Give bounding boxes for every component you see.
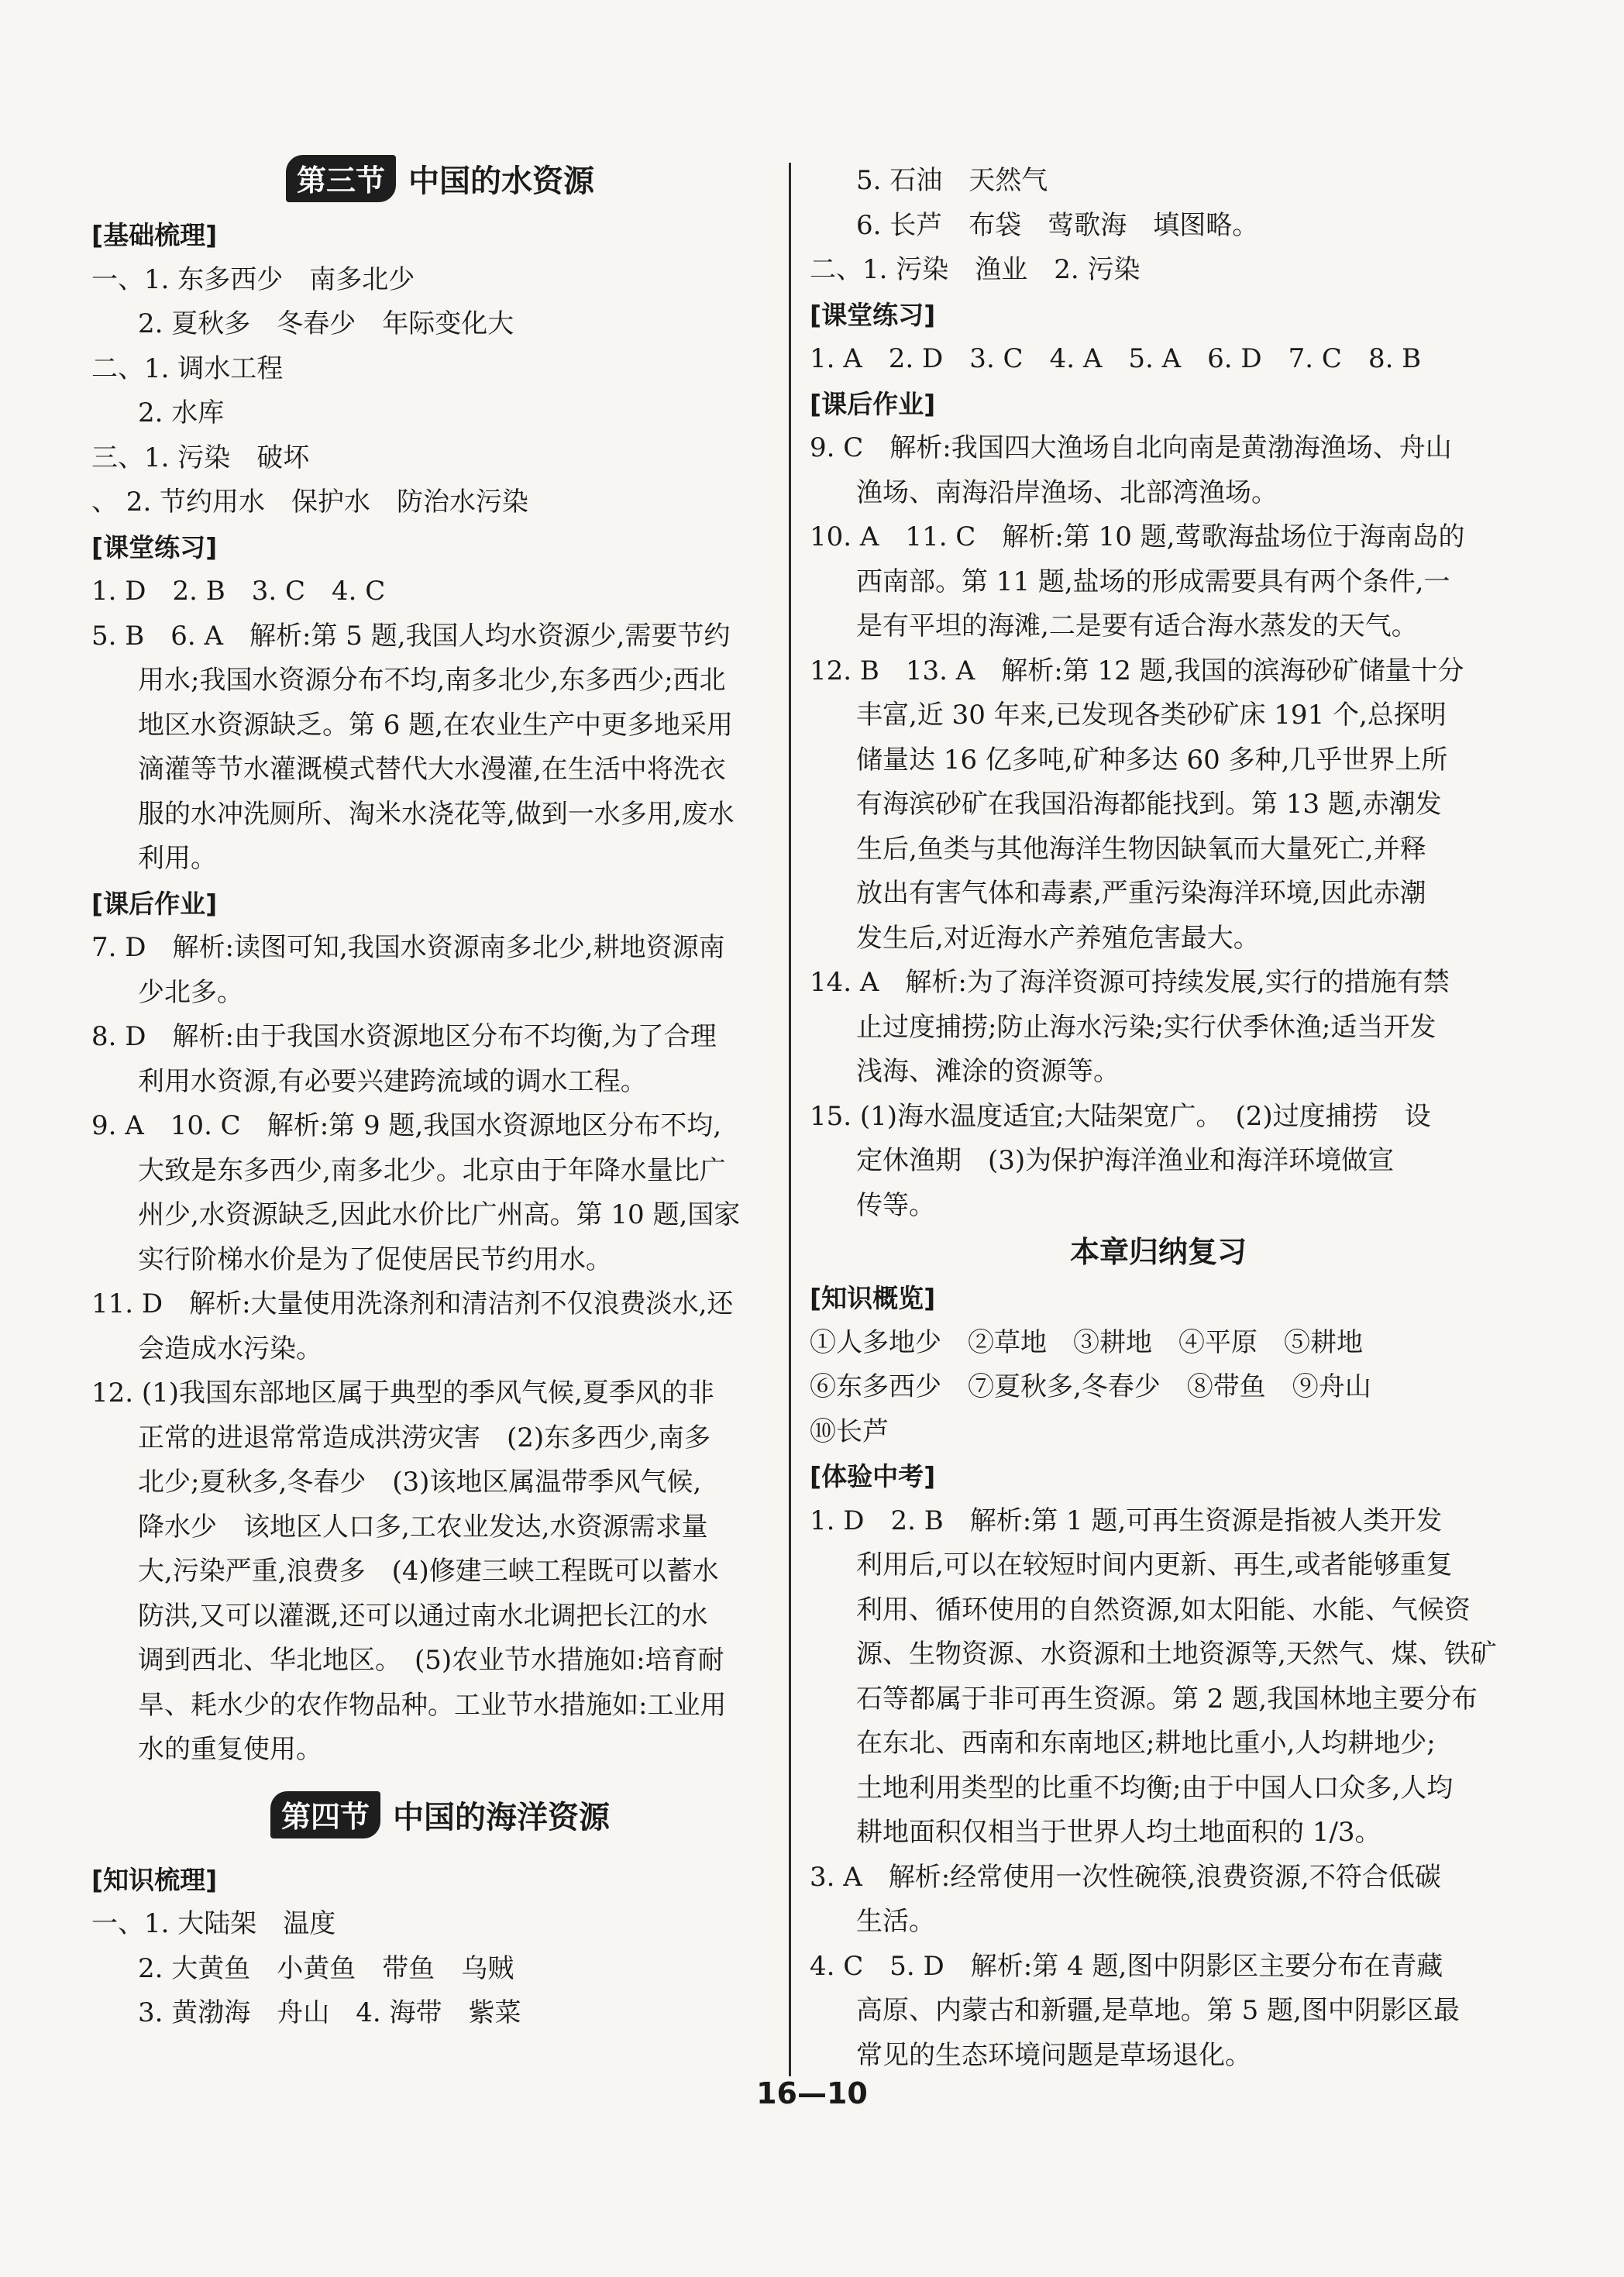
answer-line: 耕地面积仅相当于世界人均土地面积的 1/3。 [856, 1817, 1381, 1848]
answer-line: 1. D 2. B 解析:第 1 题,可再生资源是指被人类开发 [810, 1505, 1443, 1536]
class-practice-label: [课堂练习] [810, 299, 936, 330]
answer-line: 源、生物资源、水资源和土地资源等,天然气、煤、铁矿 [856, 1639, 1497, 1670]
answer-line: 15. (1)海水温度适宜;大陆架宽广。 (2)过度捕捞 设 [810, 1100, 1431, 1132]
answer-line: 地区水资源缺乏。第 6 题,在农业生产中更多地采用 [138, 709, 734, 741]
answer-line: 2. 大黄鱼 小黄鱼 带鱼 乌贼 [138, 1952, 514, 1984]
answer-line: ⑩长芦 [810, 1415, 889, 1447]
answer-line: ①人多地少 ②草地 ③耕地 ④平原 ⑤耕地 [810, 1326, 1363, 1358]
answer-line: 生后,鱼类与其他海洋生物因缺氧而大量死亡,并释 [856, 833, 1426, 865]
answer-line: 浅海、滩涂的资源等。 [856, 1056, 1120, 1087]
answer-line: 9. C 解析:我国四大渔场自北向南是黄渤海渔场、舟山 [810, 432, 1452, 463]
answer-line: 利用后,可以在较短时间内更新、再生,或者能够重复 [856, 1550, 1453, 1580]
class-practice-label: [课堂练习] [91, 531, 218, 562]
overview-label: [知识概览] [810, 1283, 936, 1313]
section-badge: 第四节 [270, 1791, 380, 1838]
answer-line: 一、1. 大陆架 温度 [91, 1908, 336, 1939]
answer-line: 12. (1)我国东部地区属于典型的季风气候,夏季风的非 [91, 1378, 714, 1409]
knowledge-label: [知识梳理] [91, 1864, 218, 1895]
answer-line: 二、1. 污染 渔业 2. 污染 [810, 254, 1141, 285]
answer-line: 降水少 该地区人口多,工农业发达,水资源需求量 [138, 1511, 708, 1543]
answer-line: 储量达 16 亿多吨,矿种多达 60 多种,几乎世界上所 [856, 744, 1448, 776]
answer-line: 西南部。第 11 题,盐场的形成需要具有两个条件,一 [856, 566, 1450, 597]
answer-line: 大,污染严重,浪费多 (4)修建三峡工程既可以蓄水 [138, 1556, 719, 1587]
answer-line: 大致是东多西少,南多北少。北京由于年降水量比广 [138, 1154, 726, 1186]
answer-line: 用水;我国水资源分布不均,南多北少,东多西少;西北 [138, 665, 726, 696]
answer-line: 服的水冲洗厕所、淘米水浇花等,做到一水多用,废水 [138, 798, 735, 830]
answer-line: 利用水资源,有必要兴建跨流域的调水工程。 [138, 1065, 647, 1097]
answer-line: 旱、耗水少的农作物品种。工业节水措施如:工业用 [138, 1689, 727, 1721]
answer-line: 11. D 解析:大量使用洗涤剂和清洁剂不仅浪费淡水,还 [91, 1288, 734, 1319]
page-number: 16—10 [756, 2076, 868, 2110]
answer-line: 二、1. 调水工程 [91, 353, 284, 384]
answer-line: 利用。 [138, 843, 217, 874]
section-heading-water [91, 143, 789, 213]
answer-line: 定休渔期 (3)为保护海洋渔业和海洋环境做宣 [856, 1145, 1395, 1176]
answer-line: 有海滨砂矿在我国沿海都能找到。第 13 题,赤潮发 [856, 789, 1442, 820]
answer-line: 4. C 5. D 解析:第 4 题,图中阴影区主要分布在青藏 [810, 1950, 1443, 1982]
answer-line: 会造成水污染。 [138, 1333, 322, 1364]
answer-line: 8. D 解析:由于我国水资源地区分布不均衡,为了合理 [91, 1021, 717, 1052]
answer-line: 高原、内蒙古和新疆,是草地。第 5 题,图中阴影区最 [856, 1995, 1460, 2026]
chapter-review-title: 本章归纳复习 [1069, 1235, 1247, 1269]
answer-line: 放出有害气体和毒素,严重污染海洋环境,因此赤潮 [856, 878, 1426, 909]
homework-label: [课后作业] [810, 388, 936, 419]
answer-line: 少北多。 [138, 976, 243, 1008]
answer-line: 生活。 [856, 1906, 935, 1937]
answer-line: 6. 长芦 布袋 莺歌海 填图略。 [856, 209, 1259, 241]
answer-line: 14. A 解析:为了海洋资源可持续发展,实行的措施有禁 [810, 967, 1450, 998]
answer-line: 水的重复使用。 [138, 1734, 322, 1765]
answer-line: 丰富,近 30 年来,已发现各类砂矿床 191 个,总探明 [856, 700, 1447, 731]
answer-line: 发生后,对近海水产养殖危害最大。 [856, 922, 1260, 954]
answer-line: 2. 夏秋多 冬春少 年际变化大 [138, 308, 514, 339]
answer-line: 州少,水资源缺乏,因此水价比广州高。第 10 题,国家 [138, 1199, 741, 1230]
right-column [810, 159, 1507, 2078]
answer-line: 三、1. 污染 破坏 [91, 442, 310, 473]
answer-line: 渔场、南海沿岸渔场、北部湾渔场。 [856, 476, 1278, 508]
answer-line: 10. A 11. C 解析:第 10 题,莺歌海盐场位于海南岛的 [810, 521, 1465, 552]
answer-line: 常见的生态环境问题是草场退化。 [856, 2039, 1251, 2071]
answer-line: 2. 水库 [138, 397, 225, 428]
answer-line: 北少;夏秋多,冬春少 (3)该地区属温带季风气候, [138, 1467, 702, 1498]
answer-line: 正常的进退常常造成洪涝灾害 (2)东多西少,南多 [138, 1422, 710, 1453]
answer-line: 实行阶梯水价是为了促使居民节约用水。 [138, 1243, 612, 1275]
section-title-text: 中国的海洋资源 [393, 1800, 610, 1835]
answer-line: 在东北、西南和东南地区;耕地比重小,人均耕地少; [856, 1728, 1436, 1759]
exam-label: [体验中考] [810, 1461, 936, 1491]
answer-line: 利用、循环使用的自然资源,如太阳能、水能、气候资 [856, 1594, 1471, 1625]
answer-line: 1. D 2. B 3. C 4. C [91, 576, 386, 607]
answer-line: 石等都属于非可再生资源。第 2 题,我国林地主要分布 [856, 1683, 1478, 1715]
answer-line: 5. B 6. A 解析:第 5 题,我国人均水资源少,需要节约 [91, 620, 731, 652]
answer-line: 9. A 10. C 解析:第 9 题,我国水资源地区分布不均, [91, 1110, 722, 1141]
answer-line: 传等。 [856, 1189, 935, 1221]
left-column [91, 163, 789, 2036]
answer-line: 12. B 13. A 解析:第 12 题,我国的滨海砂矿储量十分 [810, 655, 1464, 686]
answer-line: 防洪,又可以灌溉,还可以通过南水北调把长江的水 [138, 1600, 708, 1632]
answer-line: 一、1. 东多西少 南多北少 [91, 263, 415, 295]
answer-line: 3. A 解析:经常使用一次性碗筷,浪费资源,不符合低碳 [810, 1861, 1441, 1893]
answer-line: 止过度捕捞;防止海水污染;实行伏季休渔;适当开发 [856, 1011, 1436, 1043]
answer-line: 7. D 解析:读图可知,我国水资源南多北少,耕地资源南 [91, 932, 725, 963]
answer-line: 1. A 2. D 3. C 4. A 5. A 6. D 7. C 8. B [810, 343, 1422, 374]
answer-line: 调到西北、华北地区。 (5)农业节水措施如:培育耐 [138, 1645, 724, 1676]
column-divider [789, 163, 791, 2076]
section-heading-ocean [91, 1773, 789, 1858]
answer-line: 是有平坦的海滩,二是要有适合海水蒸发的天气。 [856, 611, 1418, 641]
section-title-text: 中国的水资源 [408, 163, 594, 199]
answer-line: 5. 石油 天然气 [856, 165, 1048, 196]
answer-line: ⑥东多西少 ⑦夏秋多,冬春少 ⑧带鱼 ⑨舟山 [810, 1371, 1371, 1402]
basics-label: [基础梳理] [91, 220, 218, 250]
answer-line: 、 2. 节约用水 保护水 防治水污染 [91, 487, 529, 518]
answer-line: 土地利用类型的比重不均衡;由于中国人口众多,人均 [856, 1772, 1454, 1804]
answer-line: 3. 黄渤海 舟山 4. 海带 紫菜 [138, 1997, 521, 2028]
section-badge: 第三节 [286, 155, 396, 202]
homework-label: [课后作业] [91, 888, 218, 919]
answer-line: 滴灌等节水灌溉模式替代大水漫灌,在生活中将洗衣 [138, 754, 726, 785]
